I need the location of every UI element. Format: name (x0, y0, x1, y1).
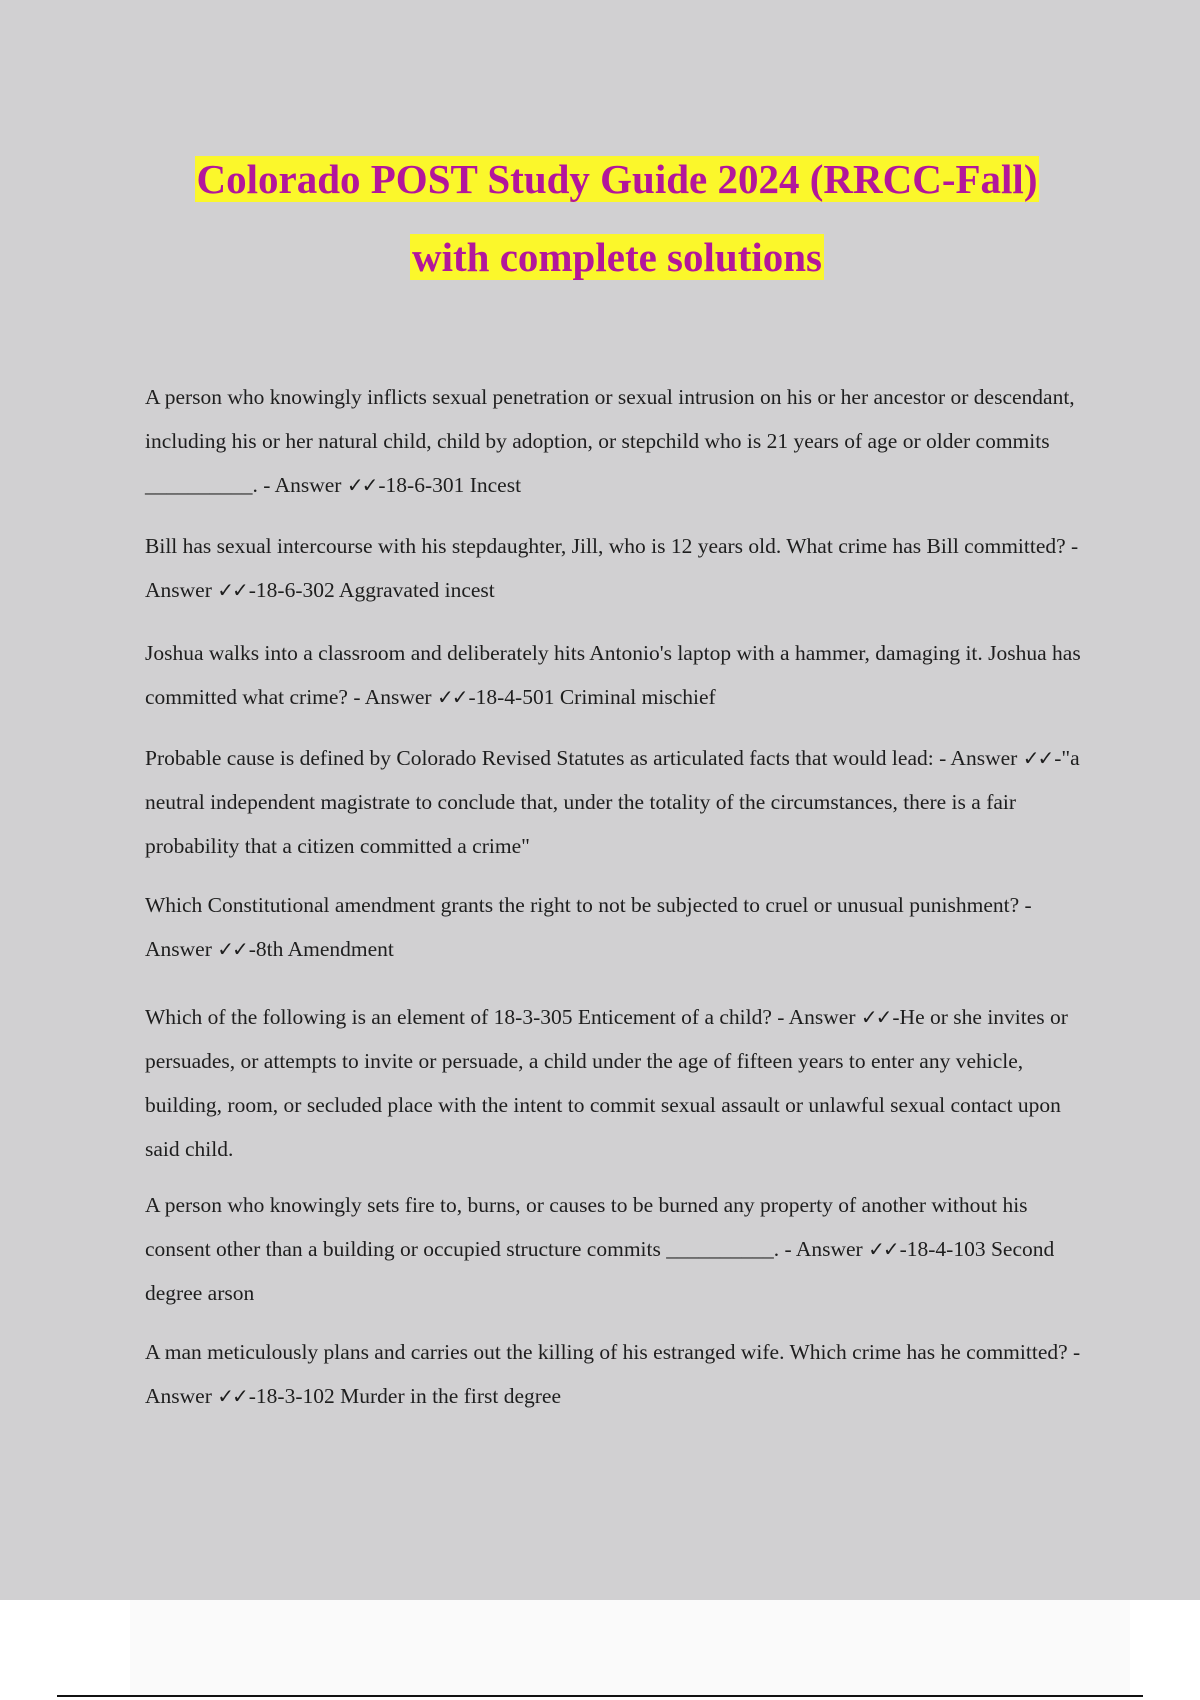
qa-item (145, 524, 1090, 612)
question-text: Joshua walks into a classroom and deliberately hits Antonio's laptop with a hammer, damaging it. Joshua has committed what crime? - Answer (145, 641, 1081, 709)
answer-text: -18-4-501 Criminal mischief (468, 685, 716, 709)
double-check-icon: ✓✓ (217, 1384, 247, 1408)
document-title (0, 140, 1200, 296)
answer-text: -"a neutral independent magistrate to conclude that, under the totality of the circumstances, there is a fair probability that a citizen committed a crime" (145, 746, 1080, 858)
double-check-icon: ✓✓ (217, 578, 247, 602)
qa-item (145, 1183, 1090, 1315)
answer-text: -18-3-102 Murder in the first degree (248, 1384, 562, 1408)
next-page-preview (130, 1600, 1130, 1695)
double-check-icon: ✓✓ (868, 1237, 898, 1261)
title-line-1-text: Colorado POST Study Guide 2024 (RRCC-Fall) (196, 156, 1038, 202)
title-line-2 (0, 218, 1200, 296)
answer-text: -18-6-301 Incest (378, 473, 522, 497)
question-text: Which of the following is an element of 18-3-305 Enticement of a child? - Answer (145, 1005, 861, 1029)
question-text: Probable cause is defined by Colorado Revised Statutes as articulated facts that would lead: - Answer (145, 746, 1023, 770)
double-check-icon: ✓✓ (1022, 746, 1053, 770)
qa-item (145, 375, 1090, 507)
double-check-icon: ✓✓ (346, 473, 377, 497)
qa-item (145, 883, 1090, 971)
question-text: Which Constitutional amendment grants the right to not be subjected to cruel or unusual punishment? - Answer (145, 893, 1032, 961)
qa-item (145, 995, 1090, 1171)
answer-text: -8th Amendment (248, 937, 394, 961)
question-text: A person who knowingly sets fire to, burns, or causes to be burned any property of another without his consent other than a building or occupied structure commits __________. - Answer (145, 1193, 1028, 1261)
page-divider (57, 1695, 1143, 1697)
qa-item (145, 736, 1090, 868)
title-line-1 (0, 140, 1200, 218)
qa-item (145, 631, 1090, 719)
answer-text: -18-4-103 Second degree arson (145, 1237, 1055, 1305)
answer-text: -18-6-302 Aggravated incest (248, 578, 495, 602)
question-text: Bill has sexual intercourse with his stepdaughter, Jill, who is 12 years old. What crime has Bill committed? - Answer (145, 534, 1079, 602)
double-check-icon: ✓✓ (436, 685, 467, 709)
qa-item (145, 1330, 1090, 1418)
question-text: A person who knowingly inflicts sexual penetration or sexual intrusion on his or her ancestor or descendant, including his or her natural child, child by adoption, or stepchild who is 21 years of age or older commits __________. - Answer (145, 385, 1075, 497)
double-check-icon: ✓✓ (217, 937, 247, 961)
question-text: A man meticulously plans and carries out the killing of his estranged wife. Which crime has he committed? - Answer (145, 1340, 1081, 1408)
title-line-2-text: with complete solutions (412, 234, 822, 280)
answer-text: -He or she invites or persuades, or attempts to invite or persuade, a child under the age of fifteen years to enter any vehicle, building, room, or secluded place with the intent to commit sexual assault or unlawful sexual contact upon said child. (145, 1005, 1068, 1161)
double-check-icon: ✓✓ (860, 1005, 891, 1029)
